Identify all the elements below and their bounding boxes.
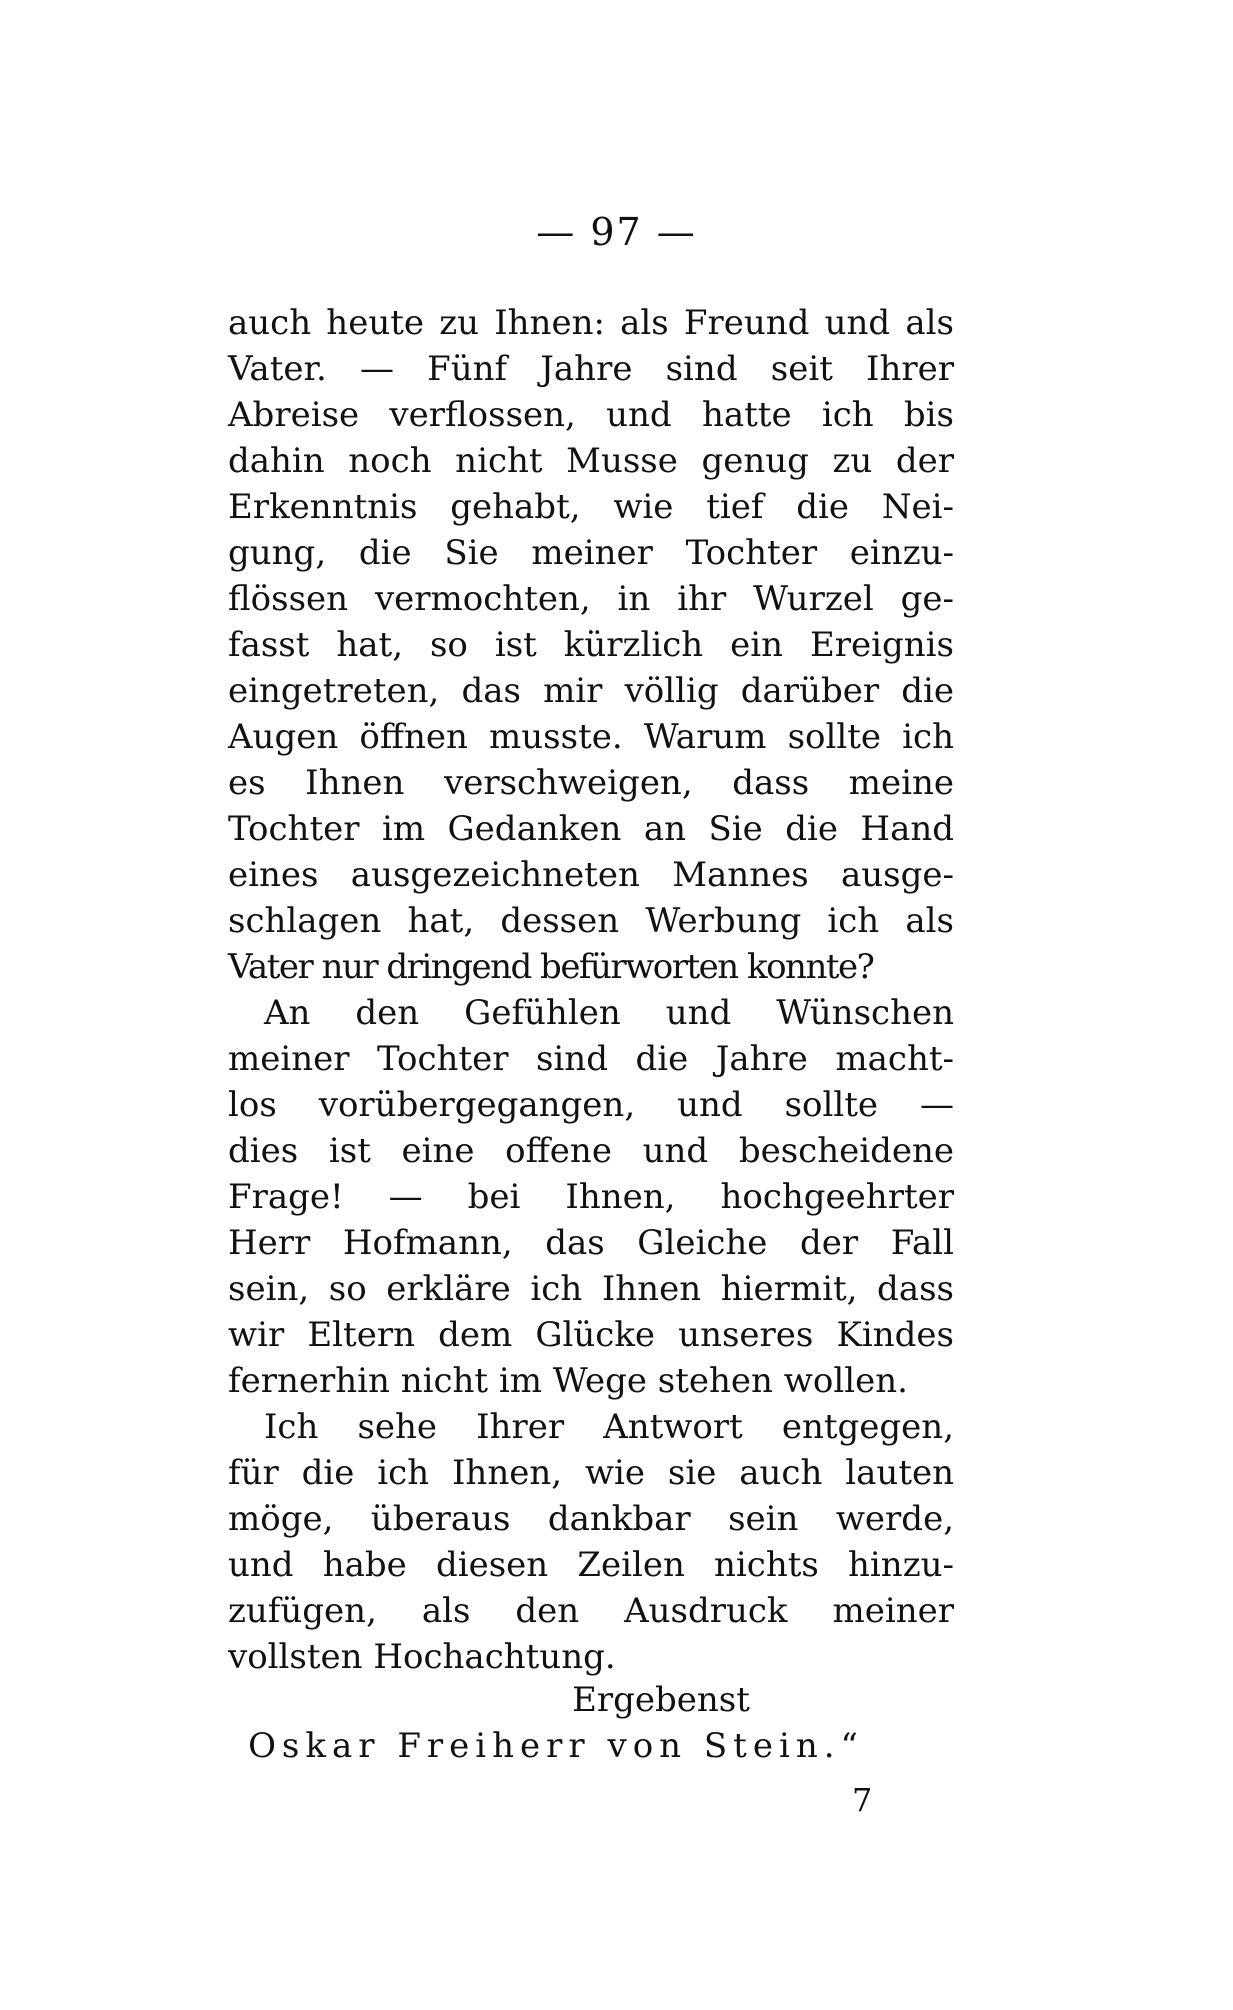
- text-line: dahin noch nicht Musse genug zu der: [228, 441, 954, 481]
- text-line: An den Gefühlen und Wünschen: [264, 993, 954, 1033]
- text-line: und habe diesen Zeilen nichts hinzu-: [228, 1545, 954, 1585]
- text-line: schlagen hat, dessen Werbung ich als: [228, 901, 954, 941]
- text-line: flössen vermochten, in ihr Wurzel ge-: [228, 579, 954, 619]
- text-line: Frage! — bei Ihnen, hochgeehrter: [228, 1177, 954, 1217]
- text-line: auch heute zu Ihnen: als Freund und als: [228, 303, 954, 343]
- text-line: möge, überaus dankbar sein werde,: [228, 1499, 954, 1539]
- text-line: für die ich Ihnen, wie sie auch lauten: [228, 1453, 954, 1493]
- text-line: gung, die Sie meiner Tochter einzu-: [228, 533, 954, 573]
- text-line: Ich sehe Ihrer Antwort entgegen,: [264, 1407, 954, 1447]
- text-line: es Ihnen verschweigen, dass meine: [228, 763, 954, 803]
- text-line: Herr Hofmann, das Gleiche der Fall: [228, 1223, 954, 1263]
- signature: Oskar Freiherr von Stein.“: [248, 1726, 864, 1766]
- text-line: Vater nur dringend befürworten konnte?: [228, 947, 874, 987]
- text-line: eines ausgezeichneten Mannes ausge-: [228, 855, 954, 895]
- text-line: zufügen, als den Ausdruck meiner: [228, 1591, 954, 1631]
- text-line: meiner Tochter sind die Jahre macht-: [228, 1039, 954, 1079]
- signature-mark: 7: [852, 1781, 873, 1819]
- text-line: fasst hat, so ist kürzlich ein Ereignis: [228, 625, 954, 665]
- text-line: wir Eltern dem Glücke unseres Kindes: [228, 1315, 954, 1355]
- text-line: fernerhin nicht im Wege stehen wollen.: [228, 1361, 908, 1401]
- letter-body: [228, 300, 954, 1680]
- text-line: los vorübergegangen, und sollte —: [228, 1085, 954, 1125]
- text-line: vollsten Hochachtung.: [228, 1637, 616, 1677]
- text-line: Tochter im Gedanken an Sie die Hand: [228, 809, 954, 849]
- text-line: Augen öffnen musste. Warum sollte ich: [228, 717, 954, 757]
- page-number: — 97 —: [536, 210, 697, 254]
- text-line: dies ist eine offene und bescheidene: [228, 1131, 954, 1171]
- text-line: sein, so erkläre ich Ihnen hiermit, dass: [228, 1269, 954, 1309]
- text-line: Abreise verflossen, und hatte ich bis: [228, 395, 954, 435]
- text-line: Vater. — Fünf Jahre sind seit Ihrer: [228, 349, 954, 389]
- text-line: Erkenntnis gehabt, wie tief die Nei-: [228, 487, 954, 527]
- closing-salutation: Ergebenst: [572, 1680, 750, 1720]
- text-line: eingetreten, das mir völlig darüber die: [228, 671, 954, 711]
